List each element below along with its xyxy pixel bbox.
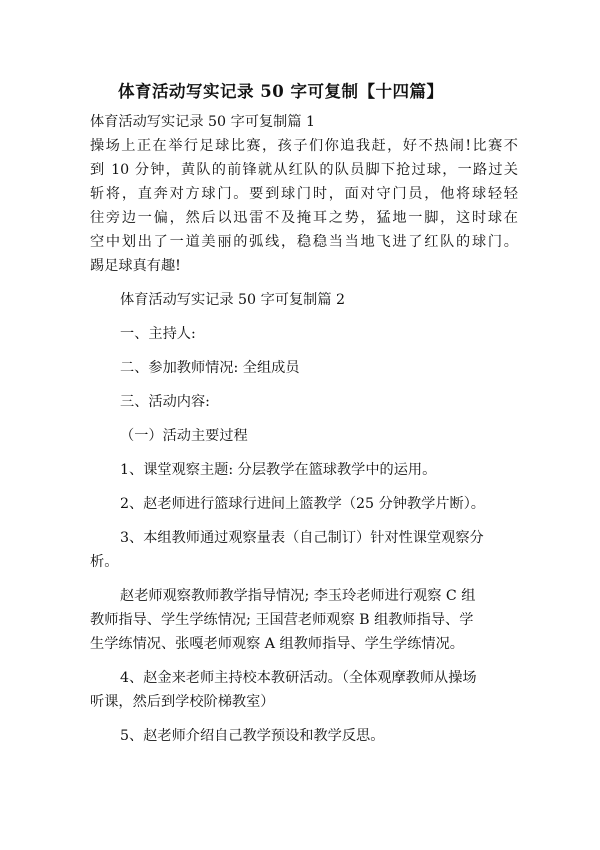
section-heading-2: 体育活动写实记录 50 字可复制篇 2: [120, 292, 346, 308]
paragraph-line: 踢足球真有趣!: [90, 258, 181, 274]
list-item: 2、赵老师进行篮球行进间上篮教学（25 分钟教学片断）。: [120, 496, 485, 512]
paragraph-line: 生学练情况、张嘎老师观察 A 组教师指导、学生学练情况。: [90, 636, 464, 652]
paragraph-line: 听课，然后到学校阶梯教室）: [90, 694, 275, 710]
list-item: 二、参加教师情况: 全组成员: [120, 360, 300, 376]
list-item: 3、本组教师通过观察量表（自己制订）针对性课堂观察分: [120, 530, 484, 546]
paragraph-line: 斩将，直奔对方球门。要到球门时，面对守门员，他将球轻轻: [90, 186, 518, 202]
paragraph-line: 到 10 分钟，黄队的前锋就从红队的队员脚下抢过球，一路过关: [90, 162, 518, 178]
list-item: 4、赵金来老师主持校本教研活动。（全体观摩教师从操场: [120, 670, 477, 686]
paragraph-line: 往旁边一偏，然后以迅雷不及掩耳之势，猛地一脚，这时球在: [90, 210, 518, 226]
list-item: 一、主持人:: [120, 326, 196, 342]
document-body: [90, 110, 518, 748]
paragraph-line: 析。: [90, 554, 119, 570]
document-title: 体育活动写实记录 50 字可复制【十四篇】: [118, 82, 444, 101]
section-heading-1: 体育活动写实记录 50 字可复制篇 1: [90, 114, 316, 130]
paragraph-line: 赵老师观察教师教学指导情况; 李玉玲老师进行观察 C 组: [120, 588, 476, 604]
list-item: 1、课堂观察主题: 分层教学在篮球教学中的运用。: [120, 462, 437, 478]
paragraph-line: 空中划出了一道美丽的弧线，稳稳当当地飞进了红队的球门。: [90, 234, 518, 250]
list-item: 5、赵老师介绍自己教学预设和教学反思。: [120, 728, 385, 744]
paragraph-line: 教师指导、学生学练情况; 王国营老师观察 B 组教师指导、学: [90, 612, 474, 628]
list-item: 三、活动内容:: [120, 394, 210, 410]
list-item: （一）活动主要过程: [120, 428, 248, 444]
paragraph-line: 操场上正在举行足球比赛，孩子们你追我赶，好不热闹!比赛不: [90, 138, 518, 154]
